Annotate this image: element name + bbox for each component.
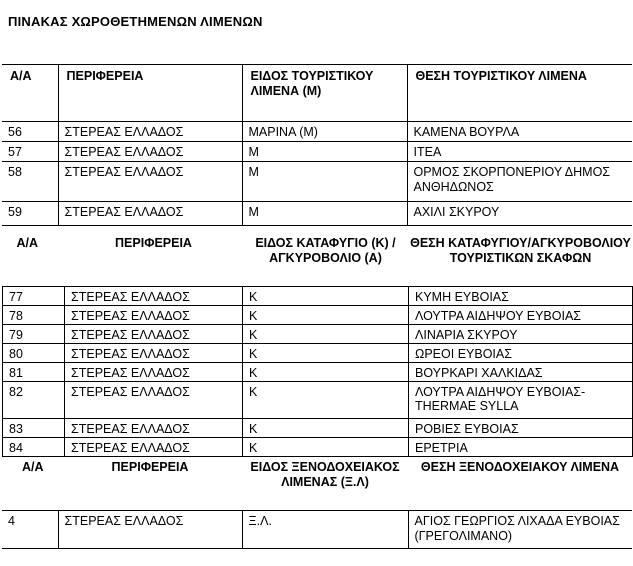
- header-aa: Α/Α: [2, 65, 58, 122]
- cell-region: ΣΤΕΡΕΑΣ ΕΛΛΑΔΟΣ: [65, 419, 243, 438]
- cell-type: Μ: [242, 142, 407, 162]
- cell-location: ΚΑΜΕΝΑ ΒΟΥΡΛΑ: [407, 122, 632, 142]
- cell-location: ΛΟΥΤΡΑ ΑΙΔΗΨΟΥ ΕΥΒΟΙΑΣ: [409, 306, 633, 325]
- table-header-row: [2, 65, 632, 122]
- header-region: ΠΕΡΙΦΕΡΕΙΑ: [111, 460, 189, 474]
- cell-location: ΩΡΕΟΙ ΕΥΒΟΙΑΣ: [409, 344, 633, 363]
- cell-type: Κ: [243, 325, 409, 344]
- cell-aa: 84: [3, 438, 65, 457]
- cell-region: ΣΤΕΡΕΑΣ ΕΛΛΑΔΟΣ: [58, 162, 242, 202]
- cell-location: ΒΟΥΡΚΑΡΙ ΧΑΛΚΙΔΑΣ: [409, 363, 633, 382]
- table-header-row: [3, 232, 633, 287]
- cell-region: ΣΤΕΡΕΑΣ ΕΛΛΑΔΟΣ: [58, 142, 242, 162]
- cell-type: Κ: [243, 438, 409, 457]
- table-row: [3, 287, 633, 306]
- cell-type: Κ: [243, 363, 409, 382]
- shelters-table: [2, 232, 633, 457]
- table-row: [2, 511, 632, 549]
- cell-location: ΚΥΜΗ ΕΥΒΟΙΑΣ: [409, 287, 633, 306]
- tourist-ports-table: [2, 64, 632, 226]
- header-region: ΠΕΡΙΦΕΡΕΙΑ: [115, 236, 192, 250]
- cell-type: Ξ.Λ.: [242, 511, 408, 549]
- table-row: [3, 306, 633, 325]
- table-row: [3, 438, 633, 457]
- header-port-location: ΘΕΣΗ ΤΟΥΡΙΣΤΙΚΟΥ ΛΙΜΕΝΑ: [407, 65, 632, 122]
- cell-aa: 78: [3, 306, 65, 325]
- cell-location: ΑΧΙΛΙ ΣΚΥΡΟΥ: [407, 202, 632, 226]
- cell-region: ΣΤΕΡΕΑΣ ΕΛΛΑΔΟΣ: [58, 122, 242, 142]
- cell-aa: 83: [3, 419, 65, 438]
- cell-type: ΜΑΡΙΝΑ (Μ): [242, 122, 407, 142]
- header-hotel-port-location: ΘΕΣΗ ΞΕΝΟΔΟΧΕΙΑΚΟΥ ΛΙΜΕΝΑ: [420, 460, 620, 474]
- cell-region: ΣΤΕΡΕΑΣ ΕΛΛΑΔΟΣ: [65, 287, 243, 306]
- header-shelter-location: ΘΕΣΗ ΚΑΤΑΦΥΓΙΟΥ/ΑΓΚΥΡΟΒΟΛΙΟΥ ΤΟΥΡΙΣΤΙΚΩΝ ΣΚΑΦΩΝ: [410, 236, 631, 265]
- cell-region: ΣΤΕΡΕΑΣ ΕΛΛΑΔΟΣ: [58, 511, 242, 549]
- header-region: ΠΕΡΙΦΕΡΕΙΑ: [58, 65, 242, 122]
- cell-type: Κ: [243, 419, 409, 438]
- header-aa: Α/Α: [16, 236, 39, 250]
- cell-region: ΣΤΕΡΕΑΣ ΕΛΛΑΔΟΣ: [58, 202, 242, 226]
- cell-region: ΣΤΕΡΕΑΣ ΕΛΛΑΔΟΣ: [65, 325, 243, 344]
- table-row: [3, 382, 633, 419]
- cell-region: ΣΤΕΡΕΑΣ ΕΛΛΑΔΟΣ: [65, 344, 243, 363]
- cell-region: ΣΤΕΡΕΑΣ ΕΛΛΑΔΟΣ: [65, 363, 243, 382]
- cell-aa: 58: [2, 162, 58, 202]
- table-row: [3, 363, 633, 382]
- cell-aa: 81: [3, 363, 65, 382]
- cell-aa: 79: [3, 325, 65, 344]
- cell-location: ΛΙΝΑΡΙΑ ΣΚΥΡΟΥ: [409, 325, 633, 344]
- cell-type: Κ: [243, 287, 409, 306]
- cell-aa: 57: [2, 142, 58, 162]
- table-row: [2, 162, 632, 202]
- cell-location: ΡΟΒΙΕΣ ΕΥΒΟΙΑΣ: [409, 419, 633, 438]
- cell-type: Μ: [242, 162, 407, 202]
- cell-type: Κ: [243, 344, 409, 363]
- table-header-row: [2, 456, 632, 511]
- page-title: ΠΙΝΑΚΑΣ ΧΩΡΟΘΕΤΗΜΕΝΩΝ ΛΙΜΕΝΩΝ: [8, 14, 263, 29]
- table-row: [2, 202, 632, 226]
- cell-region: ΣΤΕΡΕΑΣ ΕΛΛΑΔΟΣ: [65, 306, 243, 325]
- hotel-ports-table: [2, 456, 632, 549]
- header-aa: Α/Α: [22, 460, 44, 474]
- cell-aa: 82: [3, 382, 65, 419]
- table-row: [3, 344, 633, 363]
- cell-location: ΕΡΕΤΡΙΑ: [409, 438, 633, 457]
- cell-location: ΛΟΥΤΡΑ ΑΙΔΗΨΟΥ ΕΥΒΟΙΑΣ-THERMAE SYLLA: [409, 382, 633, 419]
- cell-aa: 77: [3, 287, 65, 306]
- cell-type: Μ: [242, 202, 407, 226]
- cell-aa: 56: [2, 122, 58, 142]
- table-row: [2, 142, 632, 162]
- cell-aa: 80: [3, 344, 65, 363]
- cell-location: ΙΤΕΑ: [407, 142, 632, 162]
- header-port-type: ΕΙΔΟΣ ΤΟΥΡΙΣΤΙΚΟΥ ΛΙΜΕΝΑ (Μ): [242, 65, 407, 122]
- cell-region: ΣΤΕΡΕΑΣ ΕΛΛΑΔΟΣ: [65, 438, 243, 457]
- cell-location: ΑΓΙΟΣ ΓΕΩΡΓΙΟΣ ΛΙΧΑΔΑ ΕΥΒΟΙΑΣ (ΓΡΕΓΟΛΙΜΑΝΟ): [408, 511, 632, 549]
- cell-aa: 59: [2, 202, 58, 226]
- table-row: [2, 122, 632, 142]
- header-shelter-type: ΕΙΔΟΣ ΚΑΤΑΦΥΓΙΟ (Κ) / ΑΓΚΥΡΟΒΟΛΙΟ (Α): [255, 236, 396, 265]
- cell-region: ΣΤΕΡΕΑΣ ΕΛΛΑΔΟΣ: [65, 382, 243, 419]
- header-hotel-port-type: ΕΙΔΟΣ ΞΕΝΟΔΟΧΕΙΑΚΟΣ ΛΙΜΕΝΑΣ (Ξ.Λ): [250, 460, 400, 489]
- table-row: [3, 419, 633, 438]
- table-row: [3, 325, 633, 344]
- cell-location: ΟΡΜΟΣ ΣΚΟΡΠΟΝΕΡΙΟΥ ΔΗΜΟΣ ΑΝΘΗΔΩΝΟΣ: [407, 162, 632, 202]
- cell-type: Κ: [243, 306, 409, 325]
- cell-type: Κ: [243, 382, 409, 419]
- cell-aa: 4: [2, 511, 58, 549]
